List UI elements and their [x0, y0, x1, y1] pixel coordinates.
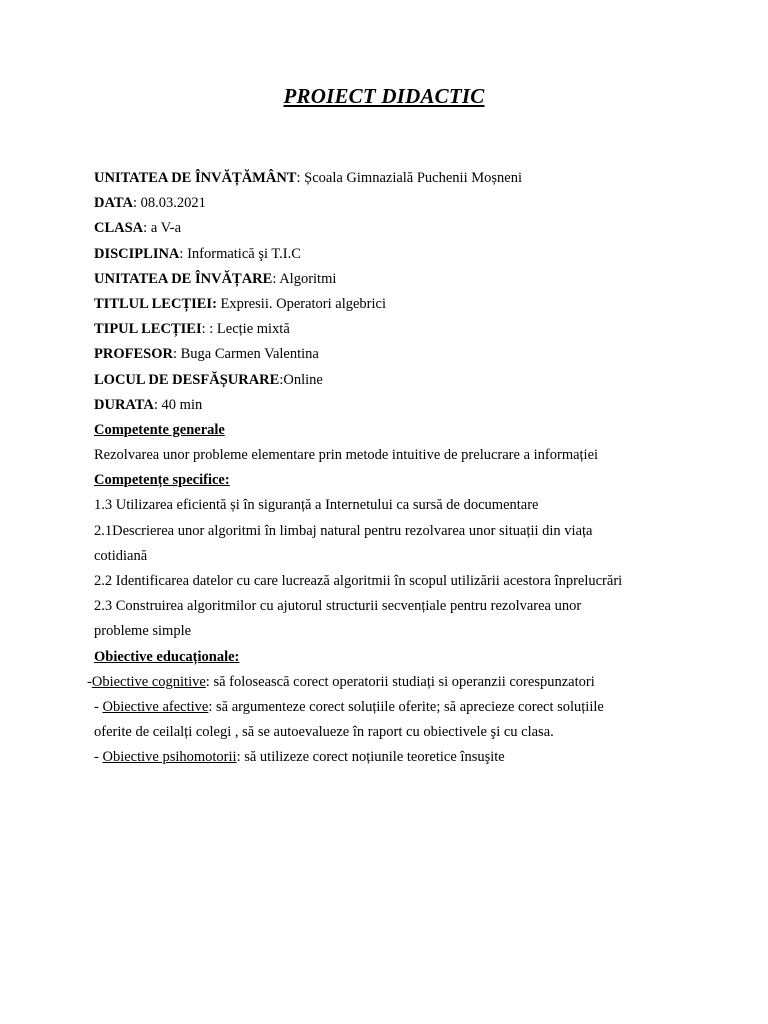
- field-label: DATA: [94, 195, 133, 212]
- field-label: UNITATEA DE ÎNVĂȚARE: [94, 270, 273, 287]
- obiective-afective: - Obiective afective: să argumenteze corect soluțiile oferite; să aprecieze corect soluțiile: [94, 698, 604, 715]
- field-separator: :: [296, 170, 305, 186]
- field-separator: :: [272, 270, 280, 287]
- field-value: Expresii. Operatori algebrici: [220, 295, 387, 312]
- competenta-2-1-line1: 2.1Descrierea unor algoritmi în limbaj natural pentru rezolvarea unor situații din viața: [94, 522, 593, 539]
- obiective-afective-label: Obiective afective: [102, 698, 209, 715]
- field-label: TIPUL LECȚIEI: [94, 321, 202, 338]
- field-label: LOCUL DE DESFĂȘURARE: [94, 371, 280, 388]
- competenta-2-3-line2: probleme simple: [94, 623, 192, 640]
- field-disciplina: [94, 242, 694, 267]
- field-tipul-lectiei: [94, 317, 694, 342]
- field-label: UNITATEA DE ÎNVĂȚĂMÂNT: [94, 170, 297, 186]
- field-locul-de-desfasurare: [94, 368, 694, 393]
- section-heading-competente-generale: Competente generale: [94, 421, 225, 438]
- field-value: 40 min: [161, 396, 203, 413]
- field-separator: :: [143, 220, 151, 237]
- field-value: a V-a: [150, 220, 182, 237]
- field-label: PROFESOR: [94, 346, 173, 363]
- competenta-2-2: 2.2 Identificarea datelor cu care lucrează algoritmii în scopul utilizării acestora înprelucrări: [94, 573, 623, 589]
- field-separator: :: [153, 396, 162, 413]
- field-value: Online: [283, 371, 323, 388]
- obiective-cognitive: -Obiective cognitive: să folosească corect operatorii studiați si operanzii corespunzatori: [87, 673, 595, 690]
- field-titlul-lectiei: [94, 292, 694, 317]
- field-separator: :: [201, 321, 210, 338]
- field-label: DISCIPLINA: [94, 245, 180, 262]
- field-value: Buga Carmen Valentina: [180, 346, 319, 363]
- obiective-psihomotorii: - Obiective psihomotorii: să utilizeze corect noțiunile teoretice însuşite: [94, 749, 505, 766]
- competenta-2-1-line2: cotidiană: [94, 547, 148, 564]
- field-value: 08.03.2021: [140, 195, 206, 212]
- field-profesor: [94, 342, 694, 367]
- field-value: Informatică şi T.I.C: [187, 245, 301, 262]
- field-unitatea-de-invatamant: [94, 166, 694, 191]
- obiective-psihomotorii-label: Obiective psihomotorii: [102, 749, 237, 766]
- field-separator: :: [279, 371, 284, 388]
- obiective-cognitive-label: Obiective cognitive: [91, 673, 206, 690]
- field-separator: :: [132, 195, 141, 212]
- field-label: DURATA: [94, 396, 154, 413]
- section-heading-competente-specifice: Competențe specifice:: [94, 472, 230, 489]
- field-value: Școala Gimnazială Puchenii Moșneni: [304, 170, 522, 186]
- field-value: : Lecție mixtă: [209, 321, 290, 338]
- field-separator: :: [179, 245, 188, 262]
- competenta-1-3: 1.3 Utilizarea eficientă și în siguranță a Internetului ca sursă de documentare: [94, 497, 539, 514]
- field-separator: :: [172, 346, 181, 363]
- field-durata: [94, 393, 694, 418]
- field-clasa: [94, 216, 694, 241]
- field-unitatea-de-invatare: [94, 267, 694, 292]
- document-title: PROIECT DIDACTIC: [283, 84, 485, 108]
- competenta-2-3-line1: 2.3 Construirea algoritmilor cu ajutorul structurii secvențiale pentru rezolvarea unor: [94, 598, 582, 615]
- field-label: CLASA: [94, 220, 144, 237]
- competente-generale-text: Rezolvarea unor probleme elementare prin metode intuitive de prelucrare a informației: [94, 447, 599, 464]
- field-label: TITLUL LECȚIEI:: [94, 295, 217, 312]
- field-value: Algoritmi: [279, 270, 337, 287]
- obiective-afective-line2: oferite de ceilalți colegi , să se autoevalueze în raport cu obiectivele şi cu clasa.: [94, 724, 554, 741]
- field-data: [94, 191, 694, 216]
- document-content: [87, 166, 694, 771]
- section-heading-obiective: Obiective educaționale:: [94, 648, 240, 665]
